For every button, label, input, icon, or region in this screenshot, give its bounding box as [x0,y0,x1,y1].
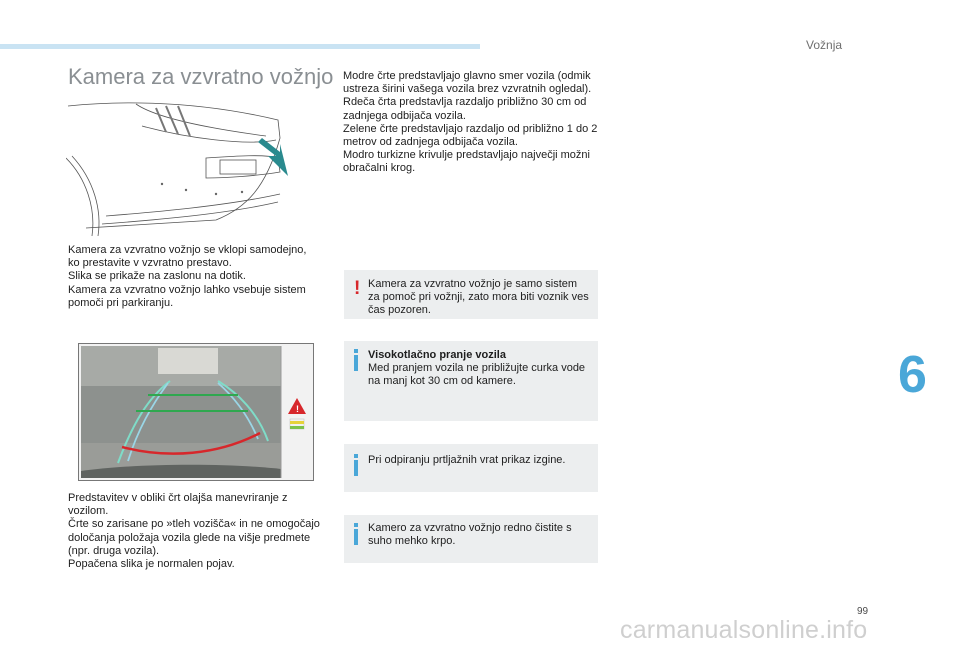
page-title: Kamera za vzvratno vožnjo [68,64,334,89]
car-rear-illustration [66,98,294,238]
info-washing-content [368,349,590,389]
info-washing-text: Med pranjem vozila ne približujte curka vode na manj kot 30 cm od kamere. [368,362,586,388]
section-title: Vožnja [806,38,843,52]
info-cleaning-text: Kamero za vzvratno vožnjo redno čistite s suho mehko krpo. [368,522,572,548]
lines-explanation-text: Predstavitev v obliki črt olajša manevriranje z vozilom. Črte so zarisane po »tleh vozišča« in ne omogočajo določanja položaja vozila glede na višje predmete (npr. druga vozila). Popačena slika je normalen pojav. [68,492,320,571]
info-box-washing [344,341,598,421]
info-icon [352,349,360,371]
sensor-bar-yellow [290,421,304,424]
info-box-tailgate [344,444,598,492]
camera-location-arrow [258,138,288,176]
svg-text:!: ! [296,404,299,414]
info-washing-title: Visokotlačno pranje vozila [368,349,506,361]
camera-screen-illustration [78,343,314,481]
info-tailgate-text: Pri odpiranju prtljažnih vrat prikaz izgine. [368,454,566,466]
chapter-number: 6 [898,346,927,404]
warning-text: Kamera za vzvratno vožnjo je samo sistem za pomoč pri vožnji, zato mora biti voznik ves čas pozoren. [368,278,589,317]
info-icon [352,454,360,476]
info-box-cleaning [344,515,598,563]
watermark: carmanualsonline.info [620,616,868,644]
line-colors-text: Modre črte predstavljajo glavno smer vozila (odmik ustreza širini vašega vozila brez vzvratnih ogledal). Rdeča črta predstavlja razdaljo približno 30 cm od zadnjega odbijača vozila. Zelene črte predstavljajo razdaljo od približno 1 do 2 metrov od zadnjega odbijača vozila. Modro turkizne krivulje predstavljajo največji možni obračalni krog. [343,70,598,175]
info-icon [352,523,360,545]
page-number: 99 [857,606,869,617]
sensor-bar-green [290,426,304,429]
warning-exclamation-icon: ! [354,278,361,299]
warning-box [344,270,598,319]
intro-text: Kamera za vzvratno vožnjo se vklopi samodejno, ko prestavite v vzvratno prestavo. Slika se prikaže na zaslonu na dotik. Kamera za vzvratno vožnjo lahko vsebuje sistem pomoči pri parkiranju. [68,244,307,309]
top-accent-bar [0,44,480,49]
